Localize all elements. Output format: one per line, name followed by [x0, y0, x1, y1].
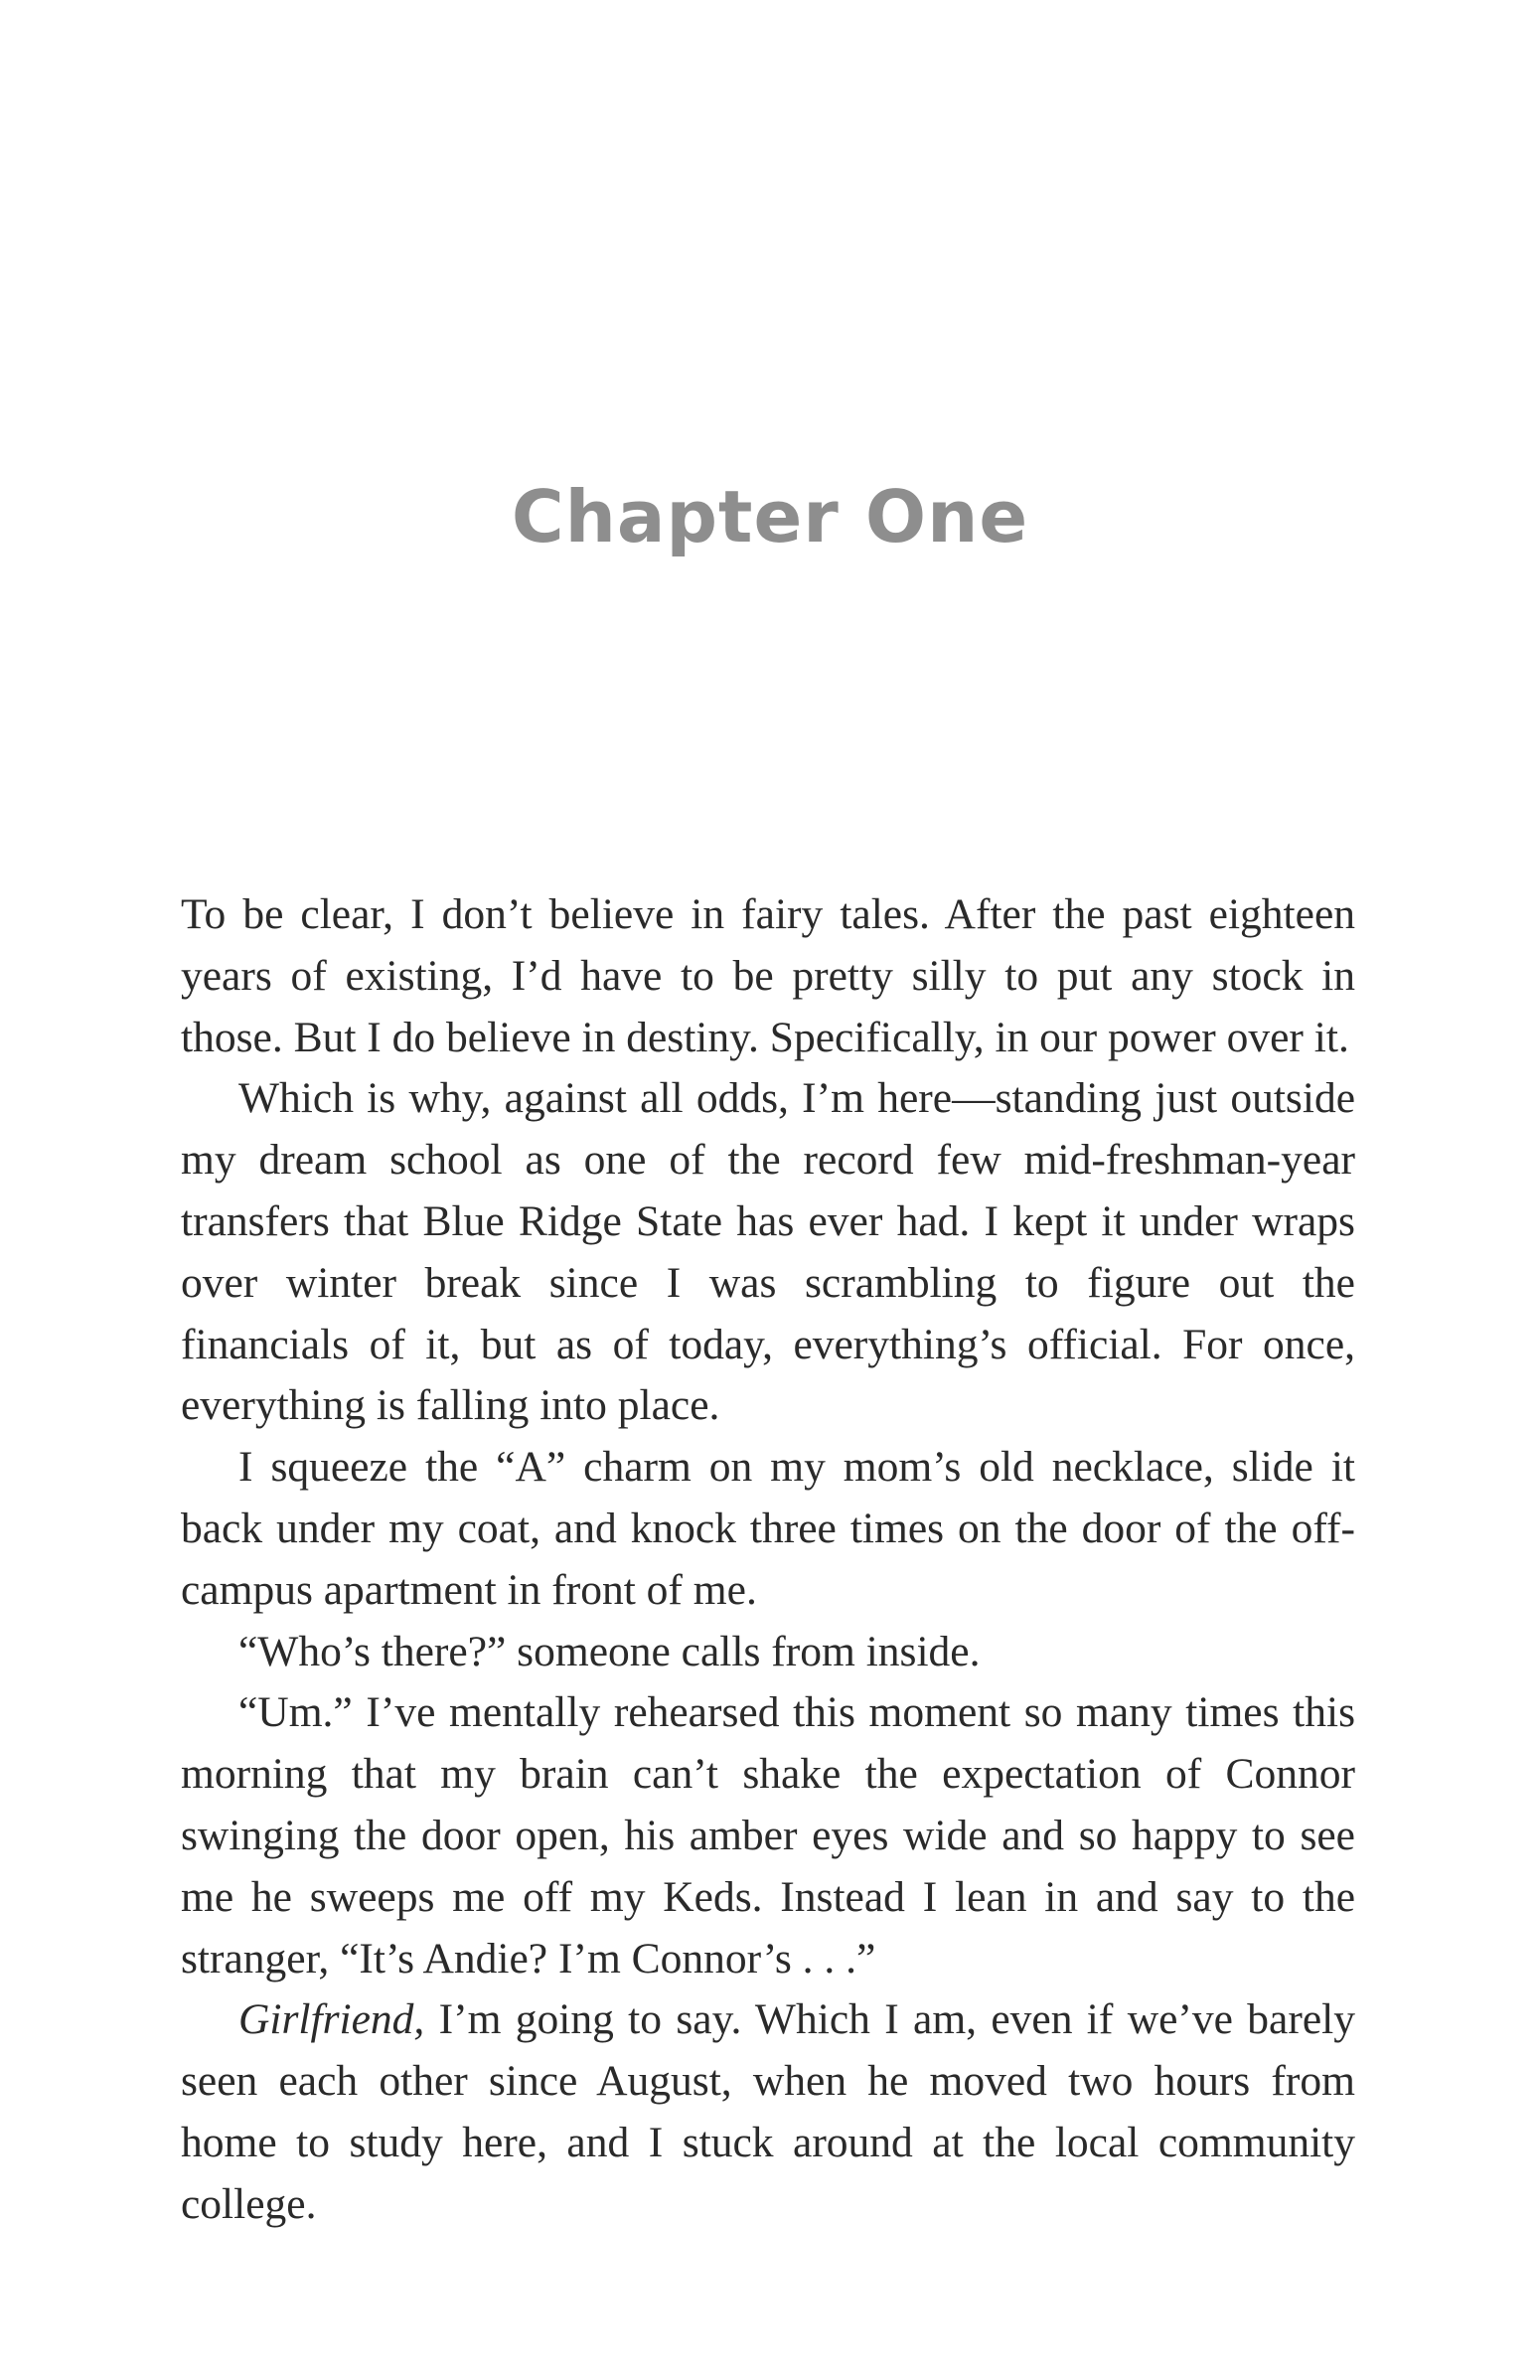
paragraph: [181, 1989, 1355, 2235]
paragraph: [181, 1622, 1355, 1683]
chapter-body: [181, 884, 1355, 2236]
chapter-title: Chapter One: [511, 475, 1029, 558]
paragraph-text: “Who’s there?” someone calls from inside.: [238, 1627, 981, 1675]
paragraph: [181, 1682, 1355, 1989]
paragraph-text: I’m going to say. Which I am, even if we’ve barely seen each other since August, when he moved two hours from home to study here, and I stuck around at the local community college.: [181, 1995, 1355, 2228]
paragraph: [181, 884, 1355, 1068]
paragraph-text: “Um.” I’ve mentally rehearsed this moment so many times this morning that my brain can’t shake the expectation of Connor swinging the door open, his amber eyes wide and so happy to see me he sweeps me off my Keds. Instead I lean in and say to the stranger, “It’s Andie? I’m Connor’s . . .”: [181, 1688, 1355, 1983]
italic-word: Girlfriend,: [238, 1995, 425, 2044]
paragraph-text: Which is why, against all odds, I’m here—standing just outside my dream school as one of the record few mid-freshman-year transfers that Blue Ridge State has ever had. I kept it under wraps over winter break since I was scrambling to figure out the financials of it, but as of today, everything’s official. For once, everything is falling into place.: [181, 1074, 1355, 1430]
paragraph: [181, 1437, 1355, 1621]
paragraph: [181, 1068, 1355, 1437]
paragraph-text: To be clear, I don’t believe in fairy tales. After the past eighteen years of existing, I’d have to be pretty silly to put any stock in those. But I do believe in destiny. Specifically, in our power over it.: [181, 890, 1355, 1061]
paragraph-text: I squeeze the “A” charm on my mom’s old necklace, slide it back under my coat, and knock three times on the door of the off-campus apartment in front of me.: [181, 1443, 1355, 1614]
